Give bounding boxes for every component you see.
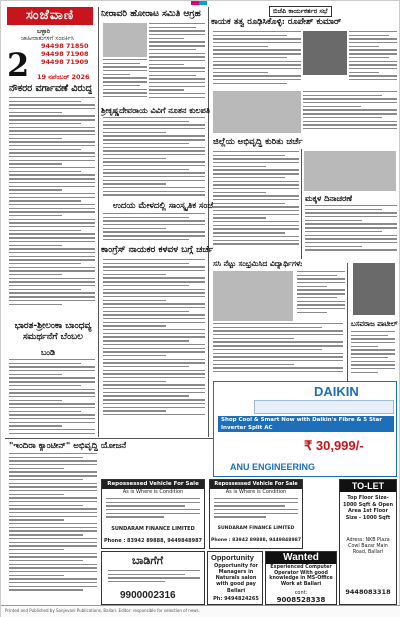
ad-heading: TO-LET xyxy=(340,480,396,492)
article-body xyxy=(9,453,97,605)
wanted-ad xyxy=(265,551,337,605)
article-body xyxy=(303,91,397,135)
article-body xyxy=(351,331,395,381)
newspaper-logo: ಸಂಜೆವಾಣಿ xyxy=(7,7,93,25)
obituary-photo xyxy=(353,263,395,315)
contact-phone: 9008528338 xyxy=(276,596,326,604)
headline: ಕಾಂಗ್ರೆಸ್ ನಾಯಕರ ಕಳವಳ ಬಗ್ಗೆ ಚರ್ಚೆ xyxy=(101,245,214,255)
daikin-tagline: Shop Cool & Smart Now with Daikin's Fibre & 5 Star Inverter Split AC xyxy=(218,416,394,432)
headline: ನೌಕರರ ವರ್ಗಾವಣೆ ವಿರುದ್ಧ xyxy=(9,83,93,94)
article-body xyxy=(103,259,205,437)
article-body xyxy=(103,213,205,243)
ac-unit-image xyxy=(254,400,394,414)
daikin-price: ₹ 30,999/- xyxy=(304,438,364,453)
ad-body: Opportunity for Managers in Naturals salon with good pay xyxy=(214,563,258,587)
news-photo xyxy=(304,151,396,191)
ad-body xyxy=(108,570,200,588)
ad-heading: Wanted xyxy=(266,552,336,564)
headline: ನೀರಾವರಿ ಹೋರಾಟ ಸಮಿತಿ ಆಗ್ರಹ xyxy=(101,9,201,19)
rental-ad xyxy=(101,551,205,605)
article-body xyxy=(297,271,345,321)
contact-phone: Phone : 83942 89888, 9449848987 xyxy=(103,538,203,544)
headline: "ಇಂದಿರಾ ಕ್ಯಾಂಟೀನ್" ಅಭಿವೃದ್ಧಿ ಯೋಜನೆ xyxy=(9,441,127,451)
headline: ಕಾಯಕ ತತ್ವ ರೂಢಿಸಿಕೊಳ್ಳಿ: ರೂಪೇಶ್ ಕುಮಾರ್ xyxy=(211,17,342,27)
phone-number: 94498 71908 xyxy=(41,50,89,58)
article-body xyxy=(213,31,301,89)
article-body xyxy=(213,151,299,255)
ad-subheading: As is Where is Condition xyxy=(122,489,184,495)
dealer-name: ANU ENGINEERING xyxy=(230,462,316,472)
issue-date: 19 ನವೆಂಬರ್ 2026 xyxy=(37,73,90,81)
phone-number: 94498 71850 xyxy=(41,42,89,50)
news-photo xyxy=(213,91,301,133)
imprint-line: Printed and Published by Sanjevani Publications, Ballari. Editor: responsible for selection of news. xyxy=(5,608,200,613)
ad-body: Top Floor Size-1000 Sqft & Open Area 1st Floor Size - 1000 Sqft xyxy=(342,495,394,521)
column-rule xyxy=(98,7,99,437)
masthead xyxy=(7,7,93,84)
vehicle-table xyxy=(106,498,200,524)
ad-contact-label: cont: xyxy=(294,590,308,596)
contact-phone: 9448083318 xyxy=(345,588,391,596)
headline: ಸಸಿ ನೆಟ್ಟು ಸಂಭ್ರಮಿಸಿದ ವಿದ್ಯಾರ್ಥಿಗಳು xyxy=(213,259,303,268)
section-kicker: ಬಿಜೆಪಿ ಕಾರ್ಯಕರ್ತರ ಸಭೆ xyxy=(269,6,332,17)
rental-ad-title: ಬಾಡಿಗೆಗೆ xyxy=(132,554,164,567)
headline: ಬಂಡಿ xyxy=(41,347,55,357)
edition-label: ಬಳ್ಳಾರಿ xyxy=(37,28,50,35)
phone-number: 94498 71909 xyxy=(41,58,89,66)
article-body xyxy=(213,323,343,379)
contact-phone: Phone : 83942 89888, 9449848987 xyxy=(210,538,302,543)
ad-place: Bellari xyxy=(226,588,246,594)
column-rule xyxy=(347,263,348,383)
headline: ಭಾರತ-ಶ್ರೀಲಂಕಾ ಬಾಂಧವ್ಯ ಸಮರ್ಥನೆಗೆ ಬೆಂಬಲ xyxy=(14,321,92,342)
to-let-ad xyxy=(339,479,397,605)
ad-heading: Repossessed Vehicle For Sale xyxy=(102,480,204,489)
company-name: SUNDARAM FINANCE LIMITED xyxy=(111,526,195,532)
issue-number: 2 xyxy=(7,46,30,84)
headline: ಜಿಲ್ಲೆಯ ಅಭಿವೃದ್ಧಿ ಕುರಿತು ಚರ್ಚೆ xyxy=(213,137,303,147)
article-body xyxy=(149,23,205,103)
opportunity-ad xyxy=(207,551,263,605)
headline: ಶ್ರೀಕೃಷ್ಣದೇವರಾಯ ವಿವಿಗೆ ನೂತನ ಕುಲಪತಿ xyxy=(101,105,210,115)
column-rule xyxy=(208,7,209,437)
article-body xyxy=(103,117,205,201)
news-photo xyxy=(103,23,147,57)
headline: ಮಕ್ಕಳ ದಿನಾಚರಣೆ xyxy=(305,193,353,203)
obituary-name: ಬಸವರಾಜ ಪಾಟೀಲ್ xyxy=(351,319,398,328)
article-body xyxy=(103,59,147,103)
news-photo xyxy=(303,31,347,75)
article-body xyxy=(349,31,397,89)
color-registration-mark xyxy=(191,1,199,5)
news-photo xyxy=(213,271,293,321)
ad-heading: Opportunity xyxy=(211,553,254,562)
ad-address: Adress: NKB Plaza Cowl Bazar Main Road, Ballari xyxy=(346,538,390,555)
article-body xyxy=(9,97,95,315)
ad-contact-label: ಜಾಹೀರಾತುಗಳಿಗೆ ಸಂಪರ್ಕಿಸಿ xyxy=(21,35,75,42)
color-registration-mark xyxy=(199,1,207,5)
repossessed-vehicle-ad xyxy=(209,479,303,549)
ad-subheading: As is Where is Condition xyxy=(225,489,287,495)
contact-phone: 9900002316 xyxy=(120,590,176,601)
company-name: SUNDARAM FINANCE LIMITED xyxy=(217,526,295,531)
article-body xyxy=(9,359,95,439)
contact-phone: Ph: 9494824265 xyxy=(213,596,259,602)
column-rule xyxy=(301,149,302,259)
repossessed-vehicle-ad xyxy=(101,479,205,549)
ad-heading: Repossessed Vehicle For Sale xyxy=(210,480,302,489)
daikin-brand: DAIKIN xyxy=(314,384,359,399)
ad-body: Experienced Computer Operator With good knowledge in MS-Office Work at Ballari xyxy=(269,565,333,587)
article-body xyxy=(305,205,397,257)
headline: ಉದಯ ಮೇಳದಲ್ಲಿ ಸಾಂಸ್ಕೃತಿಕ ಸಂಜೆ xyxy=(113,201,214,211)
vehicle-table xyxy=(214,498,298,524)
daikin-ad xyxy=(213,381,397,477)
